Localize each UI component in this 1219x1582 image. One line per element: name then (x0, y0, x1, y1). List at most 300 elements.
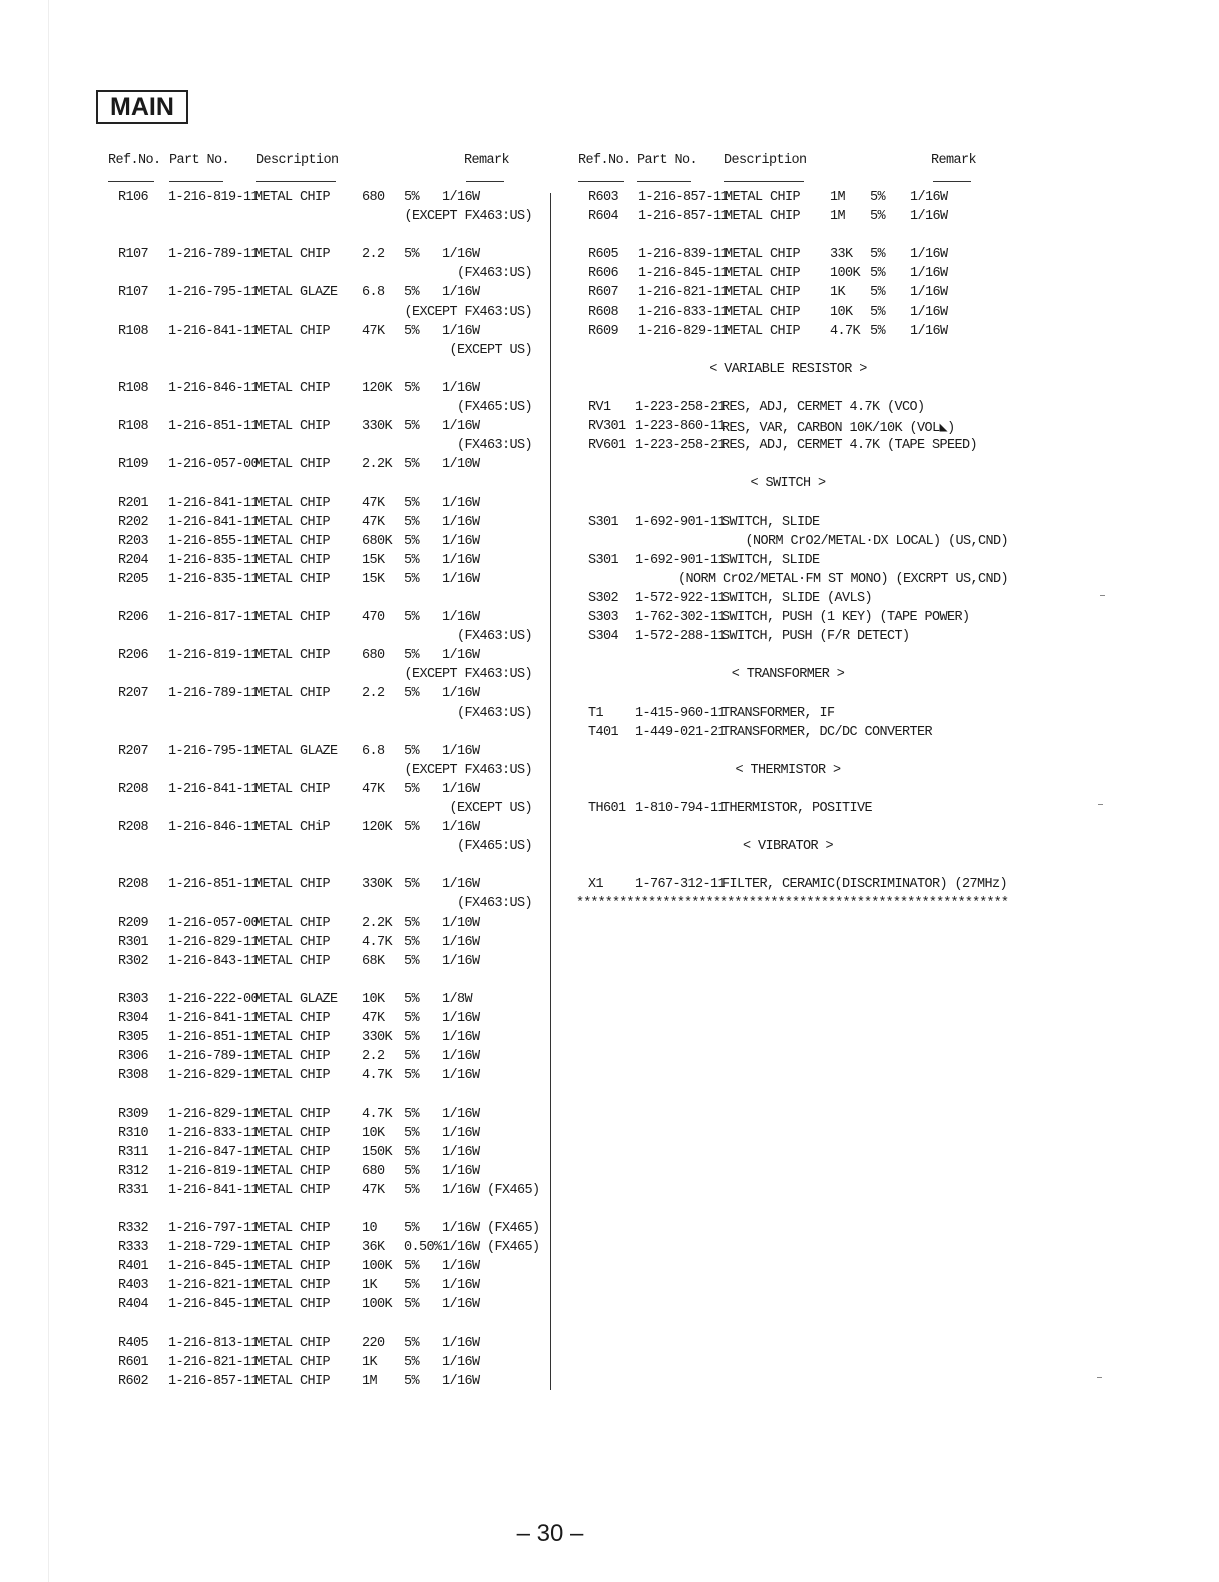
ref-no: R203 (118, 533, 149, 549)
part-no: 1-216-057-00 (168, 457, 259, 473)
part-row (118, 285, 548, 304)
tolerance: 5% (404, 934, 420, 950)
part-no: 1-692-901-11 (635, 514, 726, 530)
part-no: 1-572-922-11 (635, 590, 726, 606)
part-row (588, 515, 1008, 534)
part-row (588, 553, 1008, 572)
ref-no: R332 (118, 1221, 149, 1237)
part-description: FILTER, CERAMIC(DISCRIMINATOR) (27MHz) (722, 877, 1008, 893)
wattage: 1/8W (442, 991, 473, 1007)
ref-no: R608 (588, 304, 619, 320)
tolerance: 5% (870, 266, 886, 282)
part-no: 1-216-819-11 (168, 190, 259, 205)
ref-no: R106 (118, 190, 149, 205)
part-description: METAL CHIP (255, 457, 331, 473)
part-no: 1-216-789-11 (168, 247, 259, 263)
part-row (588, 400, 1008, 419)
ref-no: R107 (118, 247, 149, 263)
part-description: METAL CHIP (255, 1354, 331, 1370)
wattage: 1/16W (442, 380, 480, 396)
remark-text: (FX463:US) (456, 266, 532, 282)
part-no: 1-216-847-11 (168, 1144, 259, 1160)
remark-text: (FX465:US) (456, 400, 532, 416)
value: 1K (830, 285, 846, 301)
part-row (118, 1068, 548, 1087)
part-no: 1-216-845-11 (638, 266, 729, 282)
spacer-row (588, 744, 1008, 763)
ref-no: R404 (118, 1297, 149, 1313)
ref-no: R308 (118, 1068, 149, 1084)
part-no: 1-216-841-11 (168, 323, 259, 339)
part-row (588, 706, 1008, 725)
tolerance: 5% (404, 514, 420, 530)
value: 1M (362, 1373, 378, 1389)
tolerance: 5% (404, 1068, 420, 1084)
wattage: 1/16W (442, 514, 480, 530)
part-description: TRANSFORMER, DC/DC CONVERTER (722, 724, 933, 740)
part-no: 1-216-789-11 (168, 1049, 259, 1065)
wattage: 1/16W (910, 323, 948, 339)
part-description: METAL CHIP (725, 190, 801, 205)
value: 10K (830, 304, 853, 320)
wattage: 1/16W (442, 820, 480, 836)
ref-no: R202 (118, 514, 149, 530)
wattage: 1/16W (442, 419, 480, 435)
part-description: METAL CHIP (255, 1011, 331, 1027)
value: 150K (362, 1144, 393, 1160)
ref-no: R301 (118, 934, 149, 950)
wattage: 1/16W (910, 247, 948, 263)
tolerance: 5% (870, 209, 886, 225)
value: 36K (362, 1240, 385, 1256)
ref-no: R108 (118, 419, 149, 435)
tolerance: 5% (404, 953, 420, 969)
wattage: 1/16W (442, 1278, 480, 1294)
tolerance: 5% (404, 1106, 420, 1122)
wattage: 1/10W (442, 457, 480, 473)
remark-row (118, 343, 548, 362)
part-description: METAL CHIP (255, 571, 331, 587)
remark-row (588, 572, 1008, 591)
value: 1M (830, 209, 846, 225)
ref-no: R109 (118, 457, 149, 473)
remark-text: (EXCEPT FX463:US) (404, 304, 532, 320)
value: 680 (362, 190, 385, 205)
wattage: 1/16W (910, 304, 948, 320)
tolerance: 5% (404, 686, 420, 702)
part-description: METAL CHiP (255, 820, 331, 836)
wattage: 1/16W (442, 648, 480, 664)
spacer-row (588, 457, 1008, 476)
tolerance: 5% (404, 743, 420, 759)
part-row (118, 1049, 548, 1068)
part-description: THERMISTOR, POSITIVE (722, 801, 873, 816)
part-no: 1-216-795-11 (168, 285, 259, 301)
end-of-list-rule (576, 896, 1009, 915)
wattage: 1/10W (442, 915, 480, 931)
part-no: 1-216-829-11 (168, 1068, 259, 1084)
ref-no: R333 (118, 1240, 149, 1256)
part-description: METAL CHIP (255, 953, 331, 969)
part-row (118, 1221, 548, 1240)
part-description: TRANSFORMER, IF (722, 705, 835, 721)
header-underline (108, 181, 154, 182)
part-no: 1-216-857-11 (638, 209, 729, 225)
spacer-row (118, 228, 548, 247)
part-row (118, 935, 548, 954)
ref-no: R312 (118, 1163, 149, 1179)
tolerance: 5% (404, 915, 420, 931)
part-row (588, 877, 1008, 896)
wattage: 1/16W (442, 323, 480, 339)
remark-text: (EXCEPT FX463:US) (404, 667, 532, 683)
part-description: METAL CHIP (255, 877, 331, 893)
part-no: 1-216-857-11 (168, 1373, 259, 1389)
part-no: 1-223-258-21 (635, 400, 726, 416)
ref-no: R305 (118, 1030, 149, 1046)
wattage: 1/16W (442, 285, 480, 301)
part-description: METAL CHIP (255, 533, 331, 549)
spacer-row (588, 858, 1008, 877)
ref-no: S301 (588, 552, 619, 568)
value: 330K (362, 419, 393, 435)
ref-no: R107 (118, 285, 149, 301)
value: 100K (362, 1297, 393, 1313)
header-remark-left: Remark (464, 153, 510, 168)
spacer-row (588, 381, 1008, 400)
part-row (118, 916, 548, 935)
tolerance: 0.50% (404, 1240, 442, 1256)
part-description: METAL CHIP (255, 323, 331, 339)
ref-no: R306 (118, 1049, 149, 1065)
remark-row (118, 839, 548, 858)
value: 47K (362, 514, 385, 530)
part-no: 1-216-851-11 (168, 1030, 259, 1046)
tolerance: 5% (404, 781, 420, 797)
ref-no: R605 (588, 247, 619, 263)
ref-no: R601 (118, 1354, 149, 1370)
part-description: METAL CHIP (255, 552, 331, 568)
part-description: METAL CHIP (255, 1221, 331, 1237)
part-description: METAL CHIP (255, 1106, 331, 1122)
tolerance: 5% (404, 1011, 420, 1027)
part-row (588, 801, 1008, 820)
part-description: METAL CHIP (255, 1259, 331, 1275)
tolerance: 5% (404, 1221, 420, 1237)
part-row (118, 1374, 548, 1393)
part-description: METAL CHIP (725, 323, 801, 339)
ref-no: S303 (588, 610, 619, 626)
spacer-row (118, 1317, 548, 1336)
tolerance: 5% (404, 190, 420, 205)
value: 10 (362, 1221, 378, 1237)
part-description: METAL CHIP (255, 1030, 331, 1046)
header-remark-right: Remark (931, 153, 977, 168)
part-row (588, 629, 1008, 648)
wattage: 1/16W (442, 743, 480, 759)
ref-no: R204 (118, 552, 149, 568)
ref-no: R403 (118, 1278, 149, 1294)
value: 470 (362, 610, 385, 626)
ref-no: R208 (118, 820, 149, 836)
header-underline (256, 181, 336, 182)
part-description: METAL CHIP (255, 610, 331, 626)
part-row (118, 496, 548, 515)
part-description: METAL CHIP (725, 266, 801, 282)
tolerance: 5% (870, 247, 886, 263)
part-no: 1-223-258-21 (635, 438, 726, 454)
ref-no: R108 (118, 323, 149, 339)
tolerance: 5% (404, 1030, 420, 1046)
tolerance: 5% (404, 991, 420, 1007)
part-no: 1-216-841-11 (168, 1011, 259, 1027)
part-description: METAL GLAZE (255, 743, 338, 759)
part-row (118, 247, 548, 266)
header-desc-right: Description (724, 153, 807, 168)
tolerance: 5% (404, 247, 420, 263)
tolerance: 5% (404, 1259, 420, 1275)
ref-no: R207 (118, 686, 149, 702)
ref-no: RV301 (588, 419, 626, 435)
part-description: SWITCH, SLIDE (722, 552, 820, 568)
remark-text: (NORM CrO2/METAL·DX LOCAL) (US,CND) (745, 533, 1008, 549)
wattage: 1/16W (442, 953, 480, 969)
wattage: 1/16W (FX465) (442, 1182, 540, 1198)
wattage: 1/16W (442, 1011, 480, 1027)
wattage: 1/16W (442, 495, 480, 511)
tolerance: 5% (404, 1335, 420, 1351)
value: 47K (362, 781, 385, 797)
part-row (588, 209, 1008, 228)
header-underline (466, 181, 504, 182)
wattage: 1/16W (442, 610, 480, 626)
part-row (588, 266, 1008, 285)
header-ref-left: Ref.No. (108, 153, 161, 168)
part-description: METAL CHIP (255, 1125, 331, 1141)
ref-no: RV1 (588, 400, 611, 416)
value: 100K (830, 266, 861, 282)
value: 680 (362, 648, 385, 664)
part-no: 1-216-841-11 (168, 514, 259, 530)
part-row (588, 438, 1008, 457)
ref-no: R302 (118, 953, 149, 969)
part-row (118, 1011, 548, 1030)
value: 10K (362, 991, 385, 1007)
value: 120K (362, 380, 393, 396)
spacer-row (118, 858, 548, 877)
part-description: METAL CHIP (255, 190, 331, 205)
wattage: 1/16W (442, 1049, 480, 1065)
ref-no: RV601 (588, 438, 626, 454)
wattage: 1/16W (442, 1354, 480, 1370)
wattage: 1/16W (910, 266, 948, 282)
spacer-row (118, 476, 548, 495)
part-no: 1-223-860-11 (635, 419, 726, 435)
part-description: METAL CHIP (255, 514, 331, 530)
part-description: SWITCH, SLIDE (AVLS) (722, 590, 873, 606)
remark-row (118, 801, 548, 820)
wattage: 1/16W (442, 1335, 480, 1351)
ref-no: R604 (588, 209, 619, 225)
part-description: SWITCH, PUSH (1 KEY) (TAPE POWER) (722, 610, 970, 626)
part-no: 1-216-845-11 (168, 1259, 259, 1275)
tolerance: 5% (404, 1163, 420, 1179)
value: 4.7K (362, 1068, 393, 1084)
value: 1M (830, 190, 846, 205)
wattage: 1/16W (442, 247, 480, 263)
header-underline (169, 181, 223, 182)
tolerance: 5% (404, 1144, 420, 1160)
part-description: METAL CHIP (255, 419, 331, 435)
part-row (118, 1297, 548, 1316)
wattage: 1/16W (442, 1373, 480, 1389)
part-description: METAL CHIP (255, 495, 331, 511)
part-no: 1-415-960-11 (635, 705, 726, 721)
part-no: 1-218-729-11 (168, 1240, 259, 1256)
ref-no: R311 (118, 1144, 149, 1160)
part-row (588, 247, 1008, 266)
part-row (118, 610, 548, 629)
part-description: METAL CHIP (255, 781, 331, 797)
header-ref-right: Ref.No. (578, 153, 631, 168)
wattage: 1/16W (442, 1259, 480, 1275)
part-no: 1-216-851-11 (168, 419, 259, 435)
part-no: 1-216-857-11 (638, 190, 729, 205)
wattage: 1/16W (442, 1125, 480, 1141)
part-no: 1-767-312-11 (635, 877, 726, 893)
value: 1K (362, 1278, 378, 1294)
part-description: METAL CHIP (255, 1144, 331, 1160)
ref-no: R207 (118, 743, 149, 759)
remark-row (118, 896, 548, 915)
value: 15K (362, 552, 385, 568)
tolerance: 5% (404, 877, 420, 893)
value: 47K (362, 495, 385, 511)
category-heading-label: < THERMISTOR > (735, 762, 841, 778)
value: 2.2 (362, 1049, 385, 1065)
ref-no: R405 (118, 1335, 149, 1351)
part-no: 1-216-851-11 (168, 877, 259, 893)
value: 2.2K (362, 457, 393, 473)
tolerance: 5% (404, 419, 420, 435)
remark-row (118, 629, 548, 648)
wattage: 1/16W (442, 877, 480, 893)
value: 2.2 (362, 247, 385, 263)
ref-no: S304 (588, 629, 619, 645)
part-description: METAL CHIP (255, 1373, 331, 1389)
part-row (118, 1240, 548, 1259)
remark-row (118, 305, 548, 324)
part-description: SWITCH, SLIDE (722, 514, 820, 530)
category-heading-label: < TRANSFORMER > (731, 667, 845, 683)
part-no: 1-216-843-11 (168, 953, 259, 969)
part-no: 1-216-841-11 (168, 1182, 259, 1198)
part-row (118, 419, 548, 438)
part-description: METAL CHIP (255, 1182, 331, 1198)
category-heading-label: < VIBRATOR > (742, 839, 834, 855)
spacer-row (118, 591, 548, 610)
category-heading-label: < SWITCH > (750, 476, 826, 492)
category-heading (588, 667, 1008, 686)
part-no: 1-216-819-11 (168, 1163, 259, 1179)
remark-row (118, 763, 548, 782)
column-divider (550, 193, 551, 1390)
part-row (118, 572, 548, 591)
tolerance: 5% (404, 1297, 420, 1313)
part-row (118, 992, 548, 1011)
value: 10K (362, 1125, 385, 1141)
ref-no: S302 (588, 590, 619, 606)
part-row (118, 820, 548, 839)
tolerance: 5% (404, 1278, 420, 1294)
part-row (118, 1355, 548, 1374)
value: 68K (362, 953, 385, 969)
wattage: 1/16W (442, 1068, 480, 1084)
part-description: METAL CHIP (255, 1297, 331, 1313)
ref-no: R208 (118, 877, 149, 893)
part-no: 1-216-841-11 (168, 781, 259, 797)
wattage: 1/16W (442, 1030, 480, 1046)
ref-no: R108 (118, 380, 149, 396)
remark-text: (FX463:US) (456, 629, 532, 645)
category-heading (588, 839, 1008, 858)
value: 330K (362, 1030, 393, 1046)
part-no: 1-216-839-11 (638, 247, 729, 263)
ref-no: T1 (588, 705, 604, 721)
remark-row (118, 667, 548, 686)
value: 330K (362, 877, 393, 893)
part-row (118, 1145, 548, 1164)
spacer-row (118, 1087, 548, 1106)
value: 100K (362, 1259, 393, 1275)
value: 15K (362, 571, 385, 587)
value: 47K (362, 1011, 385, 1027)
part-row (588, 725, 1008, 744)
tolerance: 5% (404, 1373, 420, 1389)
part-description: METAL CHIP (255, 1068, 331, 1084)
part-no: 1-216-846-11 (168, 380, 259, 396)
spacer-row (118, 973, 548, 992)
part-no: 1-216-797-11 (168, 1221, 259, 1237)
spacer-row (588, 782, 1008, 801)
header-underline (933, 181, 971, 182)
spacer-row (118, 362, 548, 381)
wattage: 1/16W (442, 1163, 480, 1179)
ref-no: T401 (588, 724, 619, 740)
wattage: 1/16W (442, 1297, 480, 1313)
wattage: 1/16W (442, 552, 480, 568)
tolerance: 5% (870, 190, 886, 205)
tolerance: 5% (404, 285, 420, 301)
remark-row (118, 400, 548, 419)
tolerance: 5% (404, 552, 420, 568)
part-description: SWITCH, PUSH (F/R DETECT) (722, 629, 910, 645)
scan-edge (48, 0, 49, 1582)
wattage: 1/16W (442, 571, 480, 587)
ref-no: R331 (118, 1182, 149, 1198)
part-description: RES, ADJ, CERMET 4.7K (TAPE SPEED) (722, 438, 978, 454)
scan-speck (1100, 595, 1105, 596)
spacer-row (588, 343, 1008, 362)
remark-row (118, 438, 548, 457)
part-no: 1-216-846-11 (168, 820, 259, 836)
header-desc-left: Description (256, 153, 339, 168)
part-no: 1-216-829-11 (638, 323, 729, 339)
wattage: 1/16W (442, 1106, 480, 1122)
part-row (588, 419, 1008, 438)
wattage: 1/16W (442, 533, 480, 549)
part-no: 1-216-789-11 (168, 686, 259, 702)
